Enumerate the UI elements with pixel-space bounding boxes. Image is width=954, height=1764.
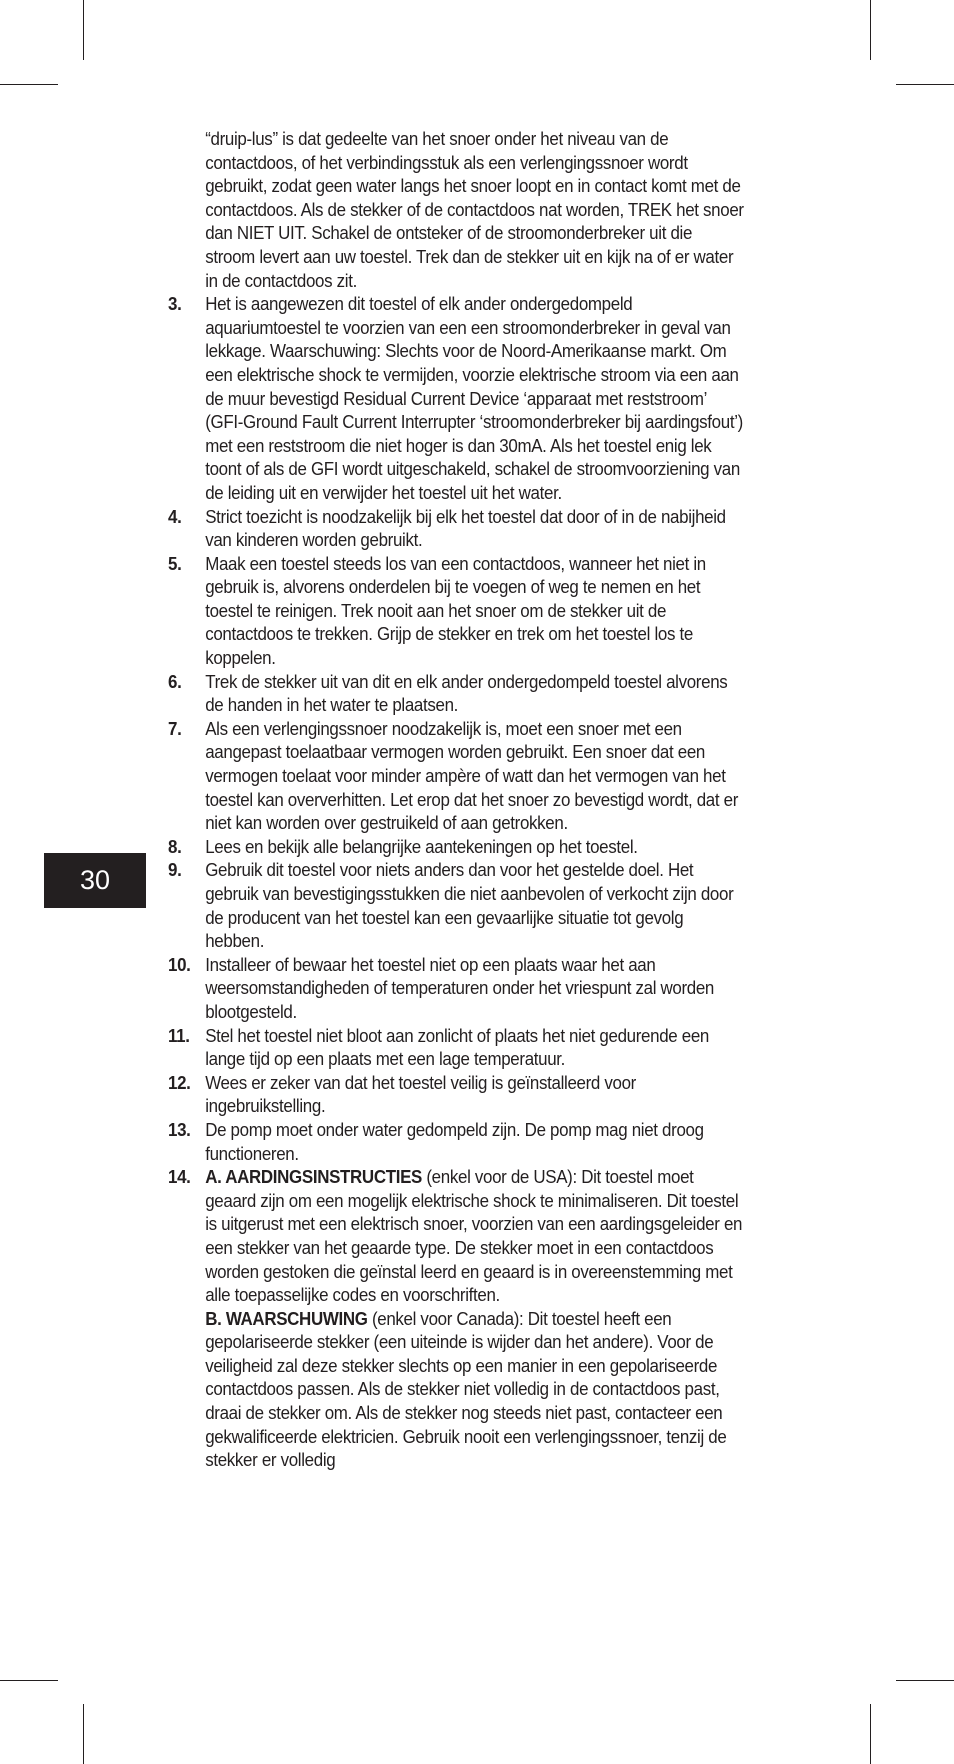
warning-text: (enkel voor Canada): Dit toestel heeft een gepolariseerde stekker (een uiteinde is wijder dan het andere). Voor de veiligheid zal deze stekker slechts op een manier in een gepolariseerde contactdoos passen. Als de stekker niet volledig in de contactdoos past, draai de stekker om. Als de stekker nog steeds niet past, contacteer een gekwalificeerde elektricien. Gebruik nooit een verlengingssnoer, tenzij de stekker er volledig [205, 1308, 727, 1471]
item-number: 3. [168, 294, 182, 315]
list-item-8 [168, 836, 745, 860]
list-item-7 [168, 718, 745, 836]
crop-mark-top-right [870, 0, 871, 60]
instructions-text [168, 128, 745, 1473]
crop-mark-top-right-h [896, 84, 954, 85]
page-number: 30 [79, 865, 111, 895]
grounding-instructions [205, 1166, 744, 1308]
item-text: Strict toezicht is noodzakelijk bij elk het toestel dat door of in de nabijheid van kinderen worden gebruikt. [205, 506, 726, 551]
item-number: 4. [168, 506, 182, 527]
item-text: Maak een toestel steeds los van een contactdoos, wanneer het niet in gebruik is, alvorens onderdelen bij te voegen of weg te nemen en het toestel te reinigen. Trek nooit aan het snoer om de stekker uit de contactdoos te trekken. Grijp de stekker en trek om het toestel los te koppelen. [205, 553, 706, 669]
crop-mark-bottom-right-h [896, 1680, 954, 1681]
list-item-9 [168, 859, 745, 953]
item-number: 12. [168, 1072, 191, 1093]
crop-mark-bottom-left [83, 1704, 84, 1764]
crop-mark-bottom-right [870, 1704, 871, 1764]
list-item-13 [168, 1119, 745, 1166]
item-text: Trek de stekker uit van dit en elk ander ondergedompeld toestel alvorens de handen in het water te plaatsen. [205, 671, 728, 716]
item-number: 14. [168, 1167, 191, 1188]
crop-mark-top-left [83, 0, 84, 60]
item-text: De pomp moet onder water gedompeld zijn. De pomp mag niet droog functioneren. [205, 1119, 704, 1164]
item-number: 9. [168, 860, 182, 881]
list-item-5 [168, 553, 745, 671]
item-number: 8. [168, 836, 182, 857]
item-number: 13. [168, 1119, 191, 1140]
polarized-plug-warning [205, 1308, 744, 1473]
page-number-tab [44, 853, 146, 908]
item-number: 5. [168, 553, 182, 574]
list-item-4 [168, 506, 745, 553]
item-number: 11. [168, 1025, 190, 1046]
item-text: Lees en bekijk alle belangrijke aantekeningen op het toestel. [205, 836, 638, 857]
crop-mark-bottom-left-h [0, 1680, 58, 1681]
list-item-14 [168, 1166, 745, 1473]
item-number: 7. [168, 718, 182, 739]
list-item-11 [168, 1025, 745, 1072]
list-item-10 [168, 954, 745, 1025]
item-text: Gebruik dit toestel voor niets anders dan voor het gestelde doel. Het gebruik van bevestigingsstukken die niet aanbevolen of verkocht zijn door de producent van het toestel kan een gevaarlijke situatie tot gevolg hebben. [205, 860, 734, 952]
item-text: Als een verlengingssnoer noodzakelijk is, moet een snoer met een aangepast toelaatbaar vermogen worden gebruikt. Een snoer dat een vermogen toelaat voor minder ampère of watt dan het vermogen van het toestel kan oververhitten. Let erop dat het snoer zo bevestigd wordt, dat er niet kan worden over gestruikeld of aan getrokken. [205, 718, 739, 834]
item-text: Wees er zeker van dat het toestel veilig is geïnstalleerd voor ingebruikstelling. [205, 1072, 636, 1117]
intro-paragraph: “druip-lus” is dat gedeelte van het snoer onder het niveau van de contactdoos, of het verbindingsstuk als een verlengingssnoer wordt gebruikt, zodat geen water langs het snoer loopt en in contact komt met de contactdoos. Als de stekker of de contactdoos nat worden, TREK het snoer dan NIET UIT. Schakel de ontsteker of de stroomonderbreker uit die stroom levert aan uw toestel. Trek dan de stekker uit en kijk na of er water in de contactdoos zit. [205, 129, 744, 291]
item-number: 6. [168, 671, 182, 692]
grounding-text: (enkel voor de USA): Dit toestel moet geaard zijn om een mogelijk elektrische shock te minimaliseren. Dit toestel is uitgerust met een elektrisch snoer, voorzien van een aardingsgeleider en een stekker van het geaarde type. De stekker moet in een contactdoos worden gestoken die geïnstal leerd en geaard is in overeenstemming met alle toepasselijke codes en voorschriften. [205, 1167, 743, 1306]
list-item-6 [168, 671, 745, 718]
item-number: 10. [168, 954, 191, 975]
grounding-heading: A. AARDINGSINSTRUCTIES [205, 1167, 423, 1188]
list-item-12 [168, 1072, 745, 1119]
item-text: Installeer of bewaar het toestel niet op een plaats waar het aan weersomstandigheden of temperaturen onder het vriespunt zal worden blootgesteld. [205, 954, 715, 1022]
list-item-3 [168, 293, 745, 505]
crop-mark-top-left-h [0, 84, 58, 85]
item-text: Het is aangewezen dit toestel of elk ander ondergedompeld aquariumtoestel te voorzien van een een stroomonderbreker in geval van lekkage. Waarschuwing: Slechts voor de Noord-Amerikaanse markt. Om een elektrische shock te vermijden, voorzie elektrische stroom via een aan de muur bevestigd Residual Current Device ‘apparaat met reststroom’ (GFI-Ground Fault Current Interrupter ‘stroomonderbreker bij aardingsfout’) met een reststroom die niet hoger is dan 30mA. Als het toestel enig lek toont of als de GFI wordt uitgeschakeld, schakel de stroomvoorziening van de leiding uit en verwijder het toestel uit het water. [205, 294, 743, 503]
item-text: Stel het toestel niet bloot aan zonlicht of plaats het niet gedurende een lange tijd op een plaats met een lage temperatuur. [205, 1025, 709, 1070]
warning-heading: B. WAARSCHUWING [205, 1308, 368, 1329]
